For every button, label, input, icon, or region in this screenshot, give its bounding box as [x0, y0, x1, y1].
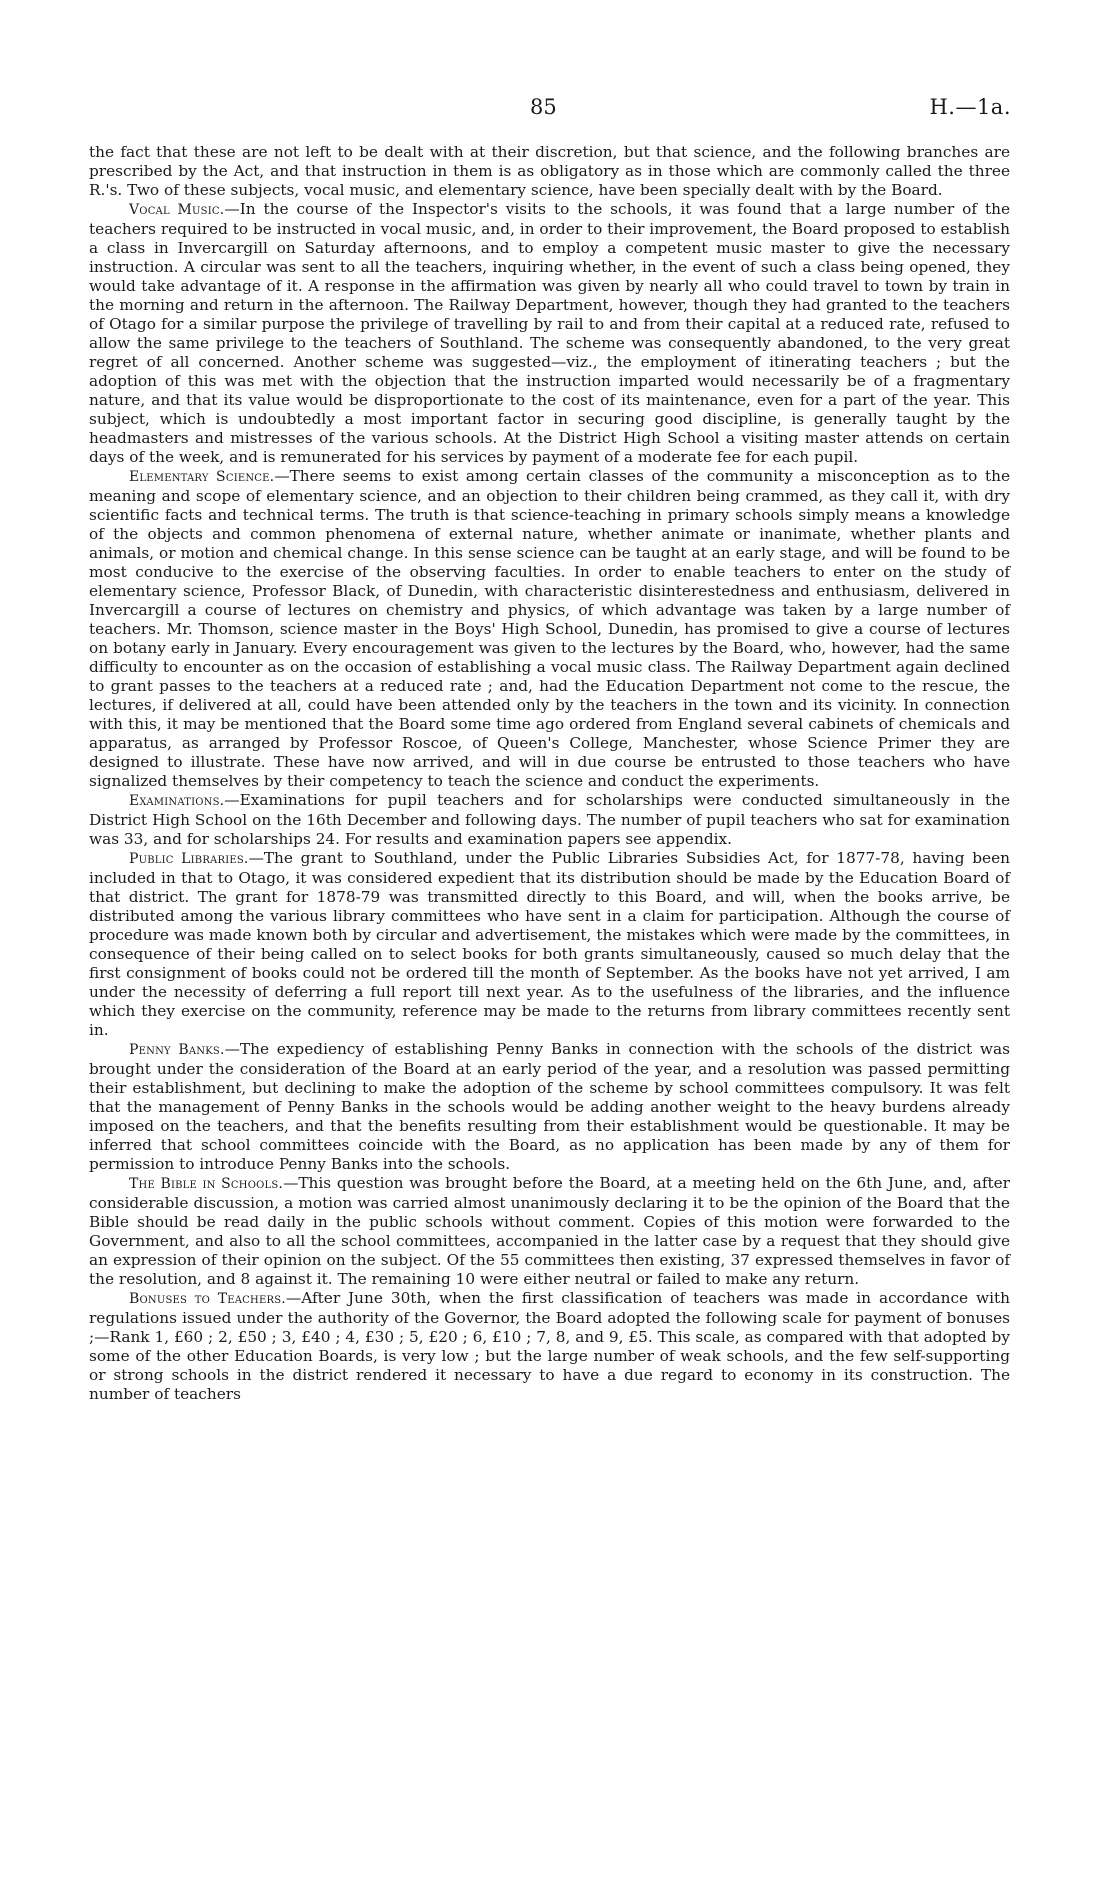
paragraph-text: —In the course of the Inspector's visits to the schools, it was found that a large number of the teachers required to be instructed in vocal music, and, in order to their improvement, the Board proposed to establish a class in Invercargill on Saturday afternoons, and to employ a competent music master to give the necessary instruction. A circular was sent to all the teachers, inquiring whether, in the event of such a class being opened, they would take advantage of it. A response in the affirmation was given by nearly all who could travel to town by train in the morning and return in the afternoon. The Railway Department, however, though they had granted to the teachers of Otago for a similar purpose the privilege of travelling by rail to and from their capital at a reduced rate, refused to allow the same privilege to the teachers of Southland. The scheme was consequently abandoned, to the very great regret of all concerned. Another scheme was suggested—viz., the employment of itinerating teachers ; but the adoption of this was met with the objection that the instruction imparted would necessarily be of a fragmentary nature, and that its value would be disproportionate to the cost of its maintenance, even for a part of the year. This subject, which is undoubtedly a most important factor in securing good discipline, is generally taught by the headmasters and mistresses of the various schools. At the District High School a visiting master attends on certain days of the week, and is remunerated for his services by payment of a moderate fee for each pupil.: [89, 200, 1010, 466]
paragraph-examinations: [89, 791, 1010, 849]
paragraph-elementary-science: [89, 467, 1010, 791]
paragraph-text: the fact that these are not left to be dealt with at their discretion, but that science, and the following branches are prescribed by the Act, and that instruction in them is as obligatory as in those which are commonly called the three R.'s. Two of these subjects, vocal music, and elementary science, have been specially dealt with by the Board.: [89, 143, 1010, 199]
page-header: [0, 95, 1114, 125]
paragraph-text: —After June 30th, when the first classification of teachers was made in accordance with regulations issued under the authority of the Governor, the Board adopted the following scale for payment of bonuses ;—Rank 1, £60 ; 2, £50 ; 3, £40 ; 4, £30 ; 5, £20 ; 6, £10 ; 7, 8, and 9, £5. This scale, as compared with that adopted by some of the other Education Boards, is very low ; but the large number of weak schools, and the few self-supporting or strong schools in the district rendered it necessary to have a due regard to economy in its construction. The number of teachers: [89, 1289, 1010, 1403]
paragraph-vocal-music: [89, 200, 1010, 467]
paragraph-text: —Examinations for pupil teachers and for scholarships were conducted simultaneously in the District High School on the 16th December and following days. The number of pupil teachers who sat for examination was 33, and for scholarships 24. For results and examination papers see appendix.: [89, 791, 1010, 848]
paragraph-text: —This question was brought before the Board, at a meeting held on the 6th June, and, after considerable discussion, a motion was carried almost unanimously declaring it to be the opinion of the Board that the Bible should be read daily in the public schools without comment. Copies of this motion were forwarded to the Government, and also to all the school committees, accompanied in the latter case by a request that they should give an expression of their opinion on the subject. Of the 55 committees then existing, 37 expressed themselves in favor of the resolution, and 8 against it. The remaining 10 were either neutral or failed to make any return.: [89, 1174, 1010, 1288]
paragraph-text: —There seems to exist among certain classes of the community a misconception as to the meaning and scope of elementary science, and an objection to their children being crammed, as they call it, with dry scientific facts and technical terms. The truth is that science-teaching in primary schools simply means a knowledge of the objects and common phenomena of external nature, whether animate or inanimate, whether plants and animals, or motion and chemical change. In this sense science can be taught at an early stage, and will be found to be most conducive to the exercise of the observing faculties. In order to enable teachers to enter on the study of elementary science, Professor Black, of Dunedin, with characteristic disinterestedness and enthusiasm, delivered in Invercargill a course of lectures on chemistry and physics, of which advantage was taken by a large number of teachers. Mr. Thomson, science master in the Boys' High School, Dunedin, has promised to give a course of lectures on botany early in January. Every encouragement was given to the lectures by the Board, who, however, had the same difficulty to encounter as on the occasion of establishing a vocal music class. The Railway Department again declined to grant passes to the teachers at a reduced rate ; and, had the Education Department not come to the rescue, the lectures, if delivered at all, could have been attended only by the teachers in the town and its vicinity. In connection with this, it may be mentioned that the Board some time ago ordered from England several cabinets of chemicals and apparatus, as arranged by Professor Roscoe, of Queen's College, Manchester, whose Science Primer they are designed to illustrate. These have now arrived, and will in due course be entrusted to those teachers who have signalized themselves by their competency to teach the science and conduct the experiments.: [89, 467, 1011, 790]
section-heading: Public Libraries.: [129, 851, 249, 867]
paragraph-intro: [89, 143, 1010, 200]
paragraph-text: —The expediency of establishing Penny Banks in connection with the schools of the district was brought under the consideration of the Board at an early period of the year, and a resolution was passed permitting their establishment, but declining to make the adoption of the scheme by school committees compulsory. It was felt that the management of Penny Banks in the schools would be adding another weight to the heavy burdens already imposed on the teachers, and that the benefits resulting from their establishment would be questionable. It may be inferred that school committees coincide with the Board, as no application has been made by any of them for permission to introduce Penny Banks into the schools.: [89, 1040, 1010, 1173]
document-reference: H.—1a.: [929, 95, 1011, 119]
paragraph-penny-banks: [89, 1040, 1010, 1174]
paragraph-bonuses-to-teachers: [89, 1289, 1010, 1404]
section-heading: Bonuses to Teachers.: [129, 1291, 286, 1307]
section-heading: Elementary Science.: [129, 469, 275, 485]
page-number: 85: [530, 95, 557, 119]
paragraph-public-libraries: [89, 849, 1010, 1040]
section-heading: Vocal Music.: [129, 202, 225, 218]
paragraph-text: —The grant to Southland, under the Public Libraries Subsidies Act, for 1877-78, having been included in that to Otago, it was considered expedient that its distribution should be made by the Education Board of that district. The grant for 1878-79 was transmitted directly to this Board, and will, when the books arrive, be distributed among the various library committees who have sent in a claim for participation. Although the course of procedure was made known both by circular and advertisement, the mistakes which were made by the committees, in consequence of their being called on to select books for both grants simultaneously, caused so much delay that the first consignment of books could not be ordered till the month of September. As the books have not yet arrived, I am under the necessity of deferring a full report till next year. As to the usefulness of the libraries, and the influence which they exercise on the community, reference may be made to the returns from library committees recently sent in.: [89, 849, 1010, 1039]
section-heading: Examinations.: [129, 793, 225, 809]
paragraph-bible-in-schools: [89, 1174, 1010, 1289]
section-heading: Penny Banks.: [129, 1042, 225, 1058]
body-text: [89, 143, 1010, 1404]
section-heading: The Bible in Schools.: [129, 1176, 284, 1192]
